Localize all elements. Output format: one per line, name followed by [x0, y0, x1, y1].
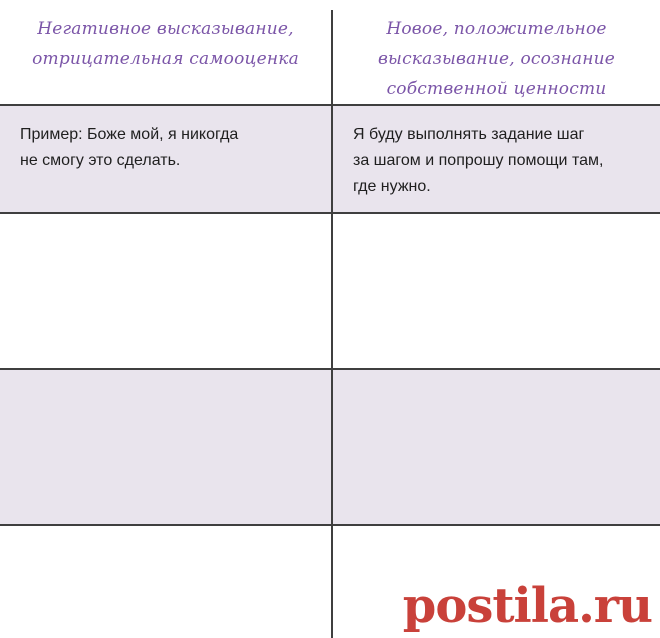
empty-negative-cell[interactable] — [0, 214, 331, 368]
table-row — [0, 370, 660, 524]
example-negative-text: Пример: Боже мой, я никогда не смогу это сделать. — [20, 126, 239, 169]
header-line: собственной ценности — [386, 79, 607, 99]
example-positive-cell — [333, 106, 660, 212]
row-divider — [0, 368, 660, 370]
empty-negative-cell[interactable] — [0, 370, 331, 524]
table-row — [0, 106, 660, 212]
row-divider — [0, 524, 660, 526]
empty-positive-cell[interactable] — [333, 370, 660, 524]
row-divider — [0, 212, 660, 214]
example-negative-cell — [0, 106, 331, 212]
table-row — [0, 214, 660, 368]
header-line: отрицательная самооценка — [32, 49, 299, 69]
empty-negative-cell[interactable] — [0, 526, 331, 638]
header-divider — [0, 104, 660, 106]
column-header-negative — [0, 14, 331, 104]
column-divider — [331, 10, 333, 638]
header-line: высказывание, осознание — [377, 49, 616, 69]
example-positive-text: Я буду выполнять задание шаг за шагом и попрошу помощи там, где нужно. — [353, 126, 604, 195]
empty-positive-cell[interactable] — [333, 214, 660, 368]
watermark-logo: postila.ru — [402, 578, 652, 634]
column-header-positive — [333, 14, 660, 104]
header-line: Негативное высказывание, — [37, 19, 294, 39]
header-line: Новое, положительное — [386, 19, 607, 39]
